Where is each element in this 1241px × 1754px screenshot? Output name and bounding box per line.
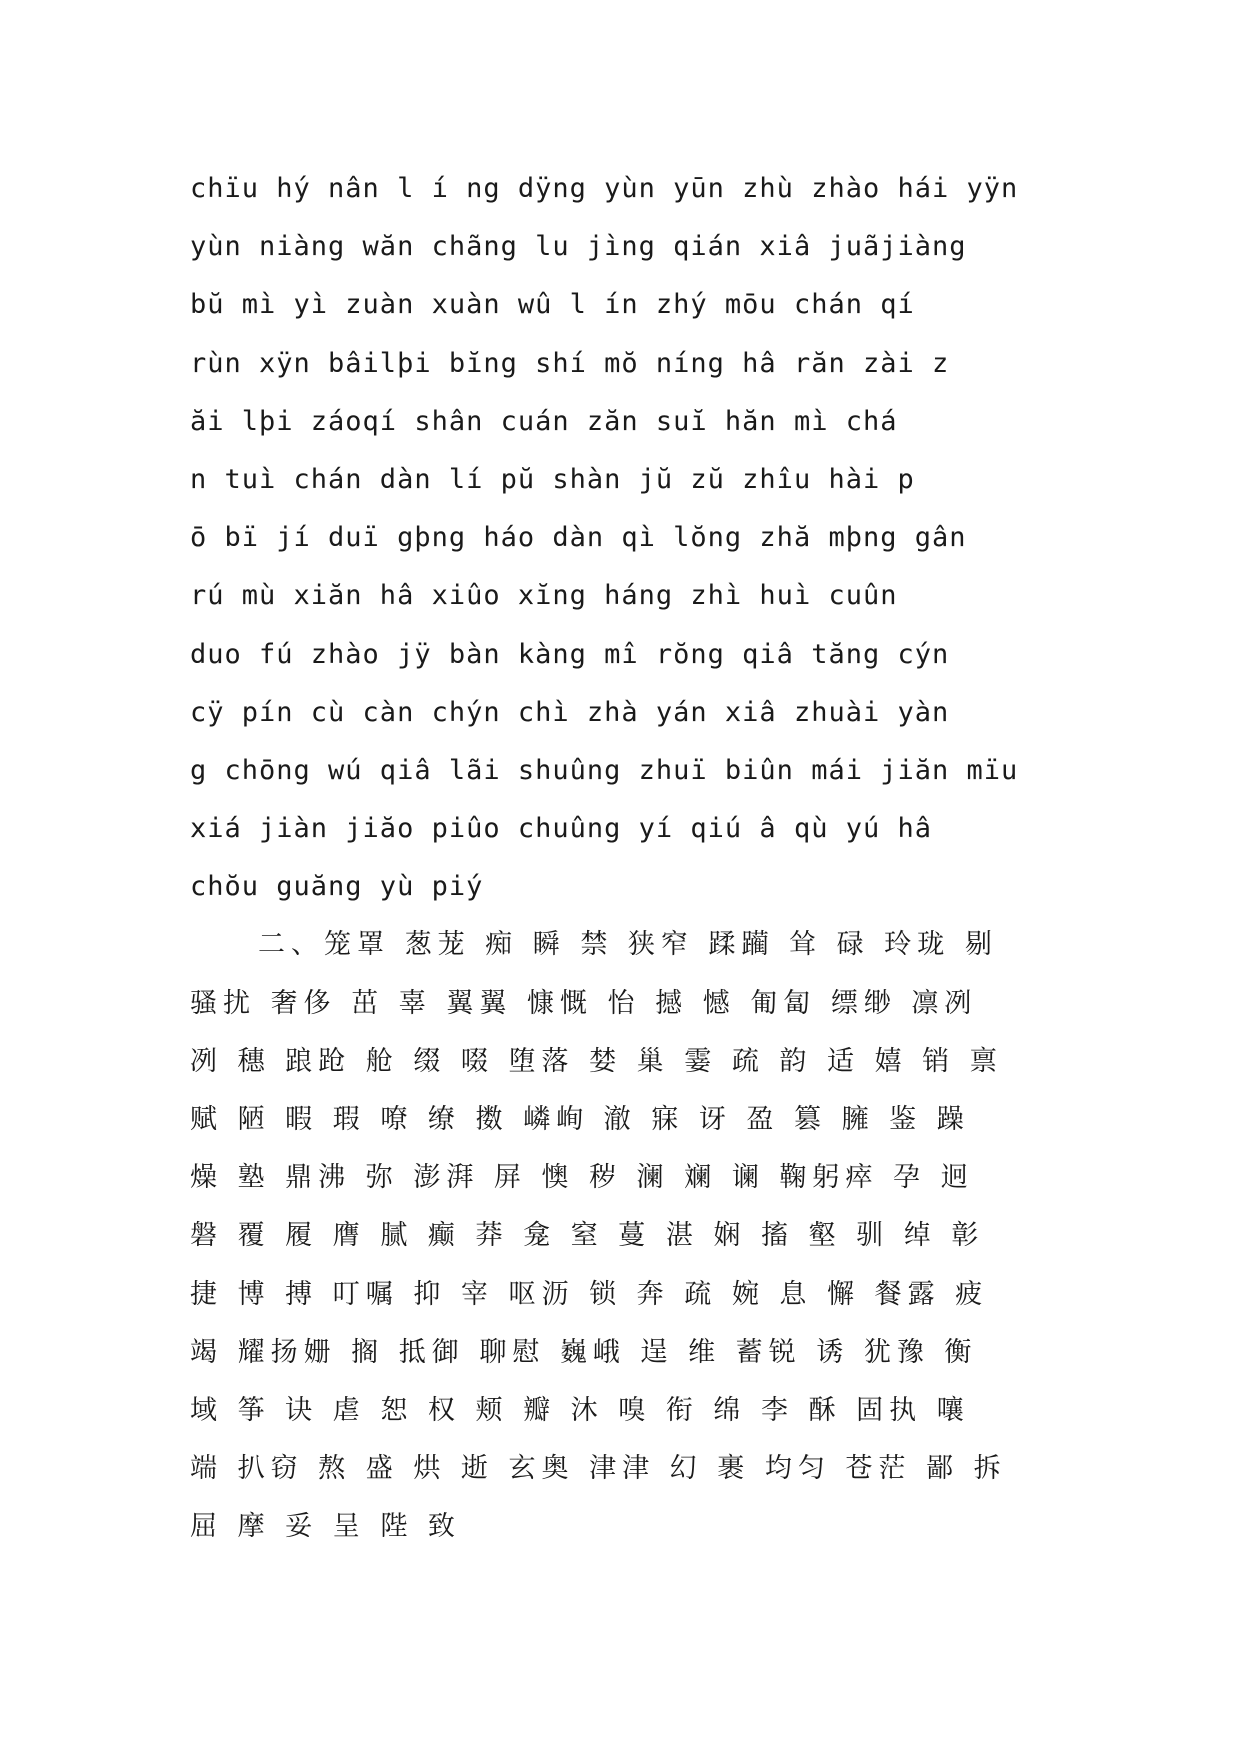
pinyin-line: g chōng wú qiâ lãi shuûng zhuï biûn mái jiăn mïu (190, 754, 1019, 786)
pinyin-line: n tuì chán dàn lí pŭ shàn jŭ zŭ zhîu hài p (190, 463, 915, 495)
pinyin-line: rú mù xiăn hâ xiûo xĭng háng zhì huì cuûn (190, 580, 898, 612)
hanzi-line: 域 筝 诀 虐 恕 权 颊 瓣 沐 嗅 衔 绵 李 酥 固执 嚷 (190, 1394, 970, 1426)
hanzi-line: 赋 陋 暇 瑕 嘹 缭 擞 嶙峋 澈 寐 讶 盈 篡 臃 鉴 躁 (190, 1104, 970, 1135)
hanzi-line: 端 扒窃 熬 盛 烘 逝 玄奥 津津 幻 裹 均匀 苍茫 鄙 拆 (190, 1453, 1007, 1485)
pinyin-line: duo fú zhào jÿ bàn kàng mî rŏng qiâ tăng cýn (190, 638, 950, 670)
pinyin-line: chïu hý nân l í ng dÿng yùn yūn zhù zhào hái yÿn (190, 173, 1019, 204)
pinyin-line: ō bï jí duï gþng háo dàn qì lŏng zhă mþng gân (190, 522, 967, 554)
document-body (190, 160, 1060, 1557)
hanzi-line: 骚扰 奢侈 茁 辜 翼翼 慷慨 怡 撼 憾 匍匐 缥缈 凛冽 (190, 987, 978, 1019)
hanzi-line: 捷 博 搏 叮嘱 抑 宰 呕沥 锁 奔 疏 婉 息 懈 餐露 疲 (190, 1278, 989, 1310)
pinyin-line: rùn xÿn bâilþi bĭng shí mŏ níng hâ răn zài z (190, 347, 950, 379)
pinyin-line: yùn niàng wăn chãng lu jìng qián xiâ juãjiàng (190, 231, 967, 263)
hanzi-line: 竭 耀扬姗 搁 抵御 聊慰 巍峨 逞 维 蓄锐 诱 犹豫 衡 (190, 1336, 978, 1368)
pinyin-line: ăi lþi záoqí shân cuán zăn suĭ hăn mì chá (190, 405, 898, 437)
pinyin-line: chŏu guăng yù piý (190, 871, 484, 903)
hanzi-line: 冽 穗 踉跄 舱 缀 啜 堕落 婪 巢 霎 疏 韵 适 嬉 销 禀 (190, 1045, 1003, 1077)
pinyin-line: cÿ pín cù càn chýn chì zhà yán xiâ zhuài yàn (190, 696, 950, 728)
hanzi-section-heading-line: 二、笼罩 葱茏 痴 瞬 禁 狭窄 蹂躏 耸 碌 玲珑 剔 (258, 929, 998, 961)
pinyin-line: bŭ mì yì zuàn xuàn wû l ín zhý mōu chán qí (190, 289, 915, 321)
hanzi-line: 磐 覆 履 膺 腻 癫 莽 龛 窒 蔓 湛 娴 搐 壑 驯 绰 彰 (190, 1220, 985, 1252)
pinyin-line: xiá jiàn jiăo piûo chuûng yí qiú â qù yú hâ (190, 813, 932, 845)
hanzi-line: 屈 摩 妥 呈 陛 致 (190, 1511, 461, 1543)
hanzi-line: 燥 塾 鼎沸 弥 澎湃 屏 懊 秽 澜 斓 谰 鞠躬瘁 孕 迥 (190, 1162, 974, 1194)
